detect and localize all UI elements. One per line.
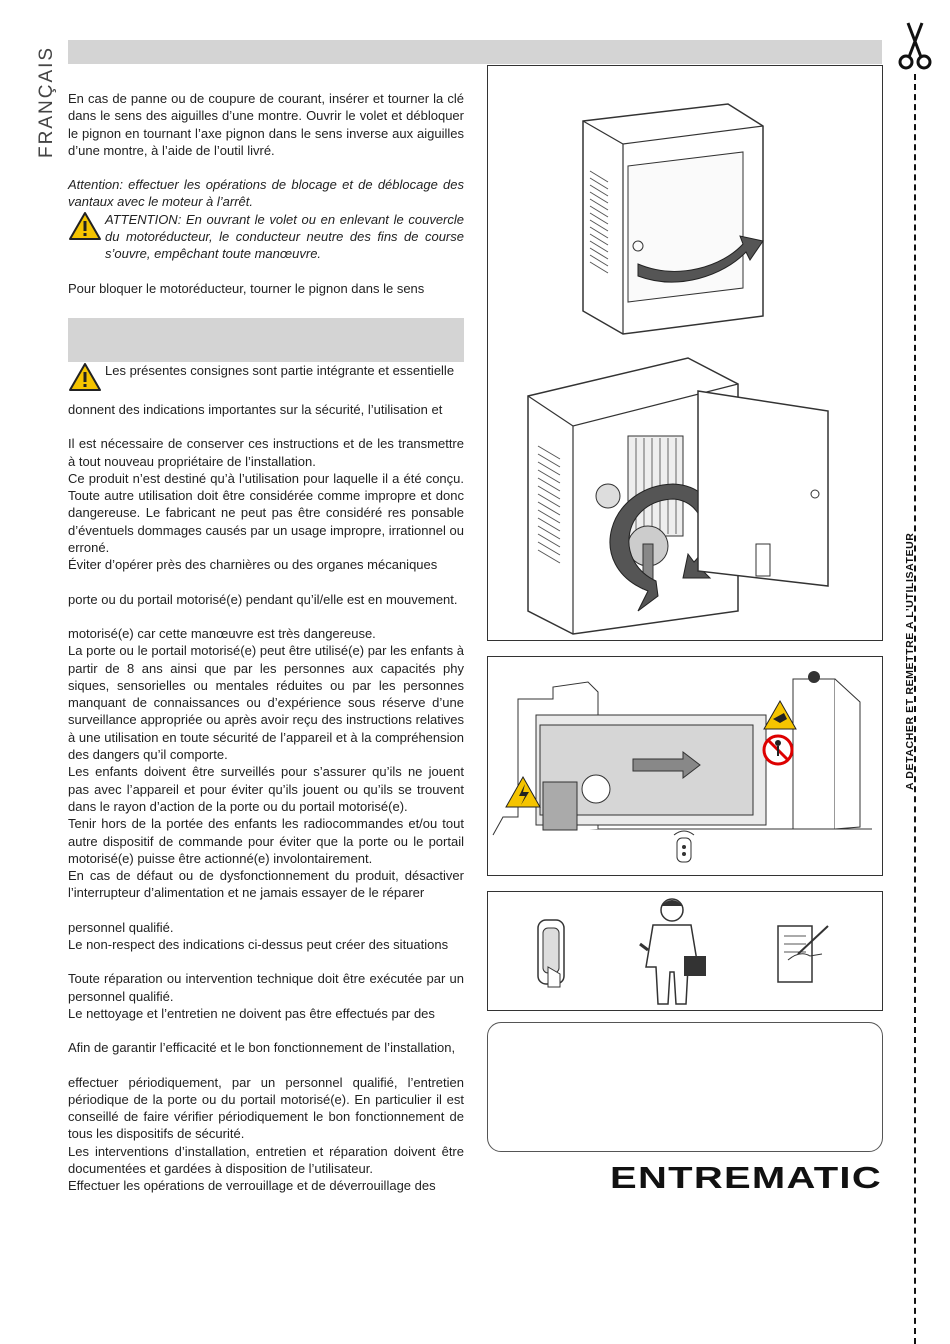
- section-header-bar: [68, 40, 882, 64]
- paragraph: motorisé(e) car cette manœuvre est très dangereuse.: [68, 625, 376, 641]
- paragraph: personnel qualifié.: [68, 919, 174, 935]
- technician-icon: [640, 899, 706, 1004]
- warning-note: [68, 362, 464, 392]
- brand-logo: [610, 1160, 882, 1194]
- no-person-icon: [764, 736, 792, 764]
- scissors-icon: [897, 20, 933, 70]
- paragraph: Ce produit n’est destiné qu’à l’utilisation pour laquelle il a été conçu. Toute autre utilisation doit être considérée comme impropre et donc dangereuse. Le fabricant ne peut pas être considéré res ponsable d’éventuels dommages causés par un usage impropre, irrationnel ou erroné.: [68, 470, 464, 556]
- paragraph: En cas de panne ou de coupure de courant, insérer et tourner la clé dans le sens des aiguilles d’une montre. Ouvrir le volet et débloquer le pignon en tournant l’axe pignon dans le sens inverse aux aiguilles d’une montre, à l’aide de l’outil livré.: [68, 91, 464, 158]
- paragraph: effectuer périodiquement, par un personnel qualifié, l’entretien périodique de la porte ou du portail motorisé(e). En particulier il est conseillé de faire vérifier périodiquement le bon fonctionnement de tous les dispositifs de sécurité.: [68, 1074, 464, 1142]
- warning-icon: [68, 211, 102, 241]
- figure-responsibilities: [487, 891, 883, 1011]
- paragraph: Afin de garantir l’efficacité et le bon fonctionnement de l’installation,: [68, 1040, 456, 1056]
- note-box: [487, 1022, 883, 1152]
- safety-section: [68, 362, 464, 1195]
- paragraph: En cas de défaut ou de dysfonctionnement du produit, désactiver l’interrupteur d’alimentation et ne jamais essayer de le réparer: [68, 868, 464, 901]
- warning-note: [68, 211, 464, 263]
- paragraph: Les enfants doivent être surveillés pour s’assurer qu’ils ne jouent pas avec l’appareil et pour éviter qu’ils jouent ou qu’ils se trouvent dans le rayon d’action de la porte ou du portail motorisé(e).: [68, 764, 464, 814]
- document-icon: [778, 926, 828, 982]
- paragraph: Effectuer les opérations de verrouillage et de déverrouillage des: [68, 1178, 436, 1194]
- paragraph: La porte ou le portail motorisé(e) peut être utilisé(e) par les enfants à partir de 8 ans ainsi que par les personnes aux capacités phy siques, sensorielles ou mentales réduites ou par les personnes manquant de connaissances ou d’expérience sous réserve d’une surveillance appropriée ou après avoir reçu des instructions relatives à une utilisation en toute sécurité de l’appareil et à la compréhension des dangers qu’il comporte.: [68, 643, 464, 763]
- paragraph: Attention: effectuer les opérations de blocage et de déblocage des vantaux avec le moteur à l’arrêt.: [68, 177, 464, 210]
- paragraph: Éviter d’opérer près des charnières ou des organes mécaniques: [68, 557, 438, 573]
- paragraph: Le nettoyage et l’entretien ne doivent pas être effectués par des: [68, 1005, 435, 1021]
- paragraph: Les présentes consignes sont partie intégrante et essentielle: [105, 363, 455, 378]
- figure-motor-unlock: [487, 65, 883, 641]
- paragraph: Tenir hors de la portée des enfants les radiocommandes et/ou tout autre dispositif de commande pour éviter que la porte ou le portail motorisé(e) puisse être actionné(e) involontairement.: [68, 816, 464, 866]
- warning-icon: [68, 362, 102, 392]
- paragraph: donnent des indications importantes sur la sécurité, l’utilisation et: [68, 402, 443, 417]
- paragraph: Toute réparation ou intervention technique doit être exécutée par un personnel qualifié.: [68, 971, 464, 1004]
- figure-gate-scene: [487, 656, 883, 876]
- detach-label: A DETACHER ET REMETTRE A L’UTILISATEUR: [904, 532, 916, 790]
- hand-press-icon: [538, 920, 564, 987]
- paragraph: Les interventions d’installation, entretien et réparation doivent être documentées et gardées à disposition de l’utilisateur.: [68, 1143, 464, 1176]
- unlock-section: [68, 90, 464, 297]
- svg-text:ENTREMATIC: ENTREMATIC: [610, 1160, 882, 1194]
- paragraph: Pour bloquer le motoréducteur, tourner le pignon dans le sens: [68, 280, 425, 296]
- subsection-header-bar: [68, 318, 464, 362]
- paragraph: ATTENTION: En ouvrant le volet ou en enlevant le couvercle du motoréducteur, le conducteur neutre des fins de course s’ouvre, empêchant toute manœuvre.: [105, 211, 464, 262]
- paragraph: porte ou du portail motorisé(e) pendant qu’il/elle est en mouvement.: [68, 591, 458, 607]
- responsibilities-illustration: [488, 892, 882, 1010]
- remote-control-icon: [674, 831, 694, 862]
- motor-unlock-illustration: [488, 66, 882, 640]
- paragraph: Il est nécessaire de conserver ces instructions et de les transmettre à tout nouveau propriétaire de l’installation.: [68, 436, 464, 469]
- electric-hazard-icon: [764, 701, 796, 729]
- language-label: FRANÇAIS: [36, 45, 57, 158]
- paragraph: Le non-respect des indications ci-dessus peut créer des situations: [68, 937, 449, 953]
- gate-illustration: [488, 657, 882, 875]
